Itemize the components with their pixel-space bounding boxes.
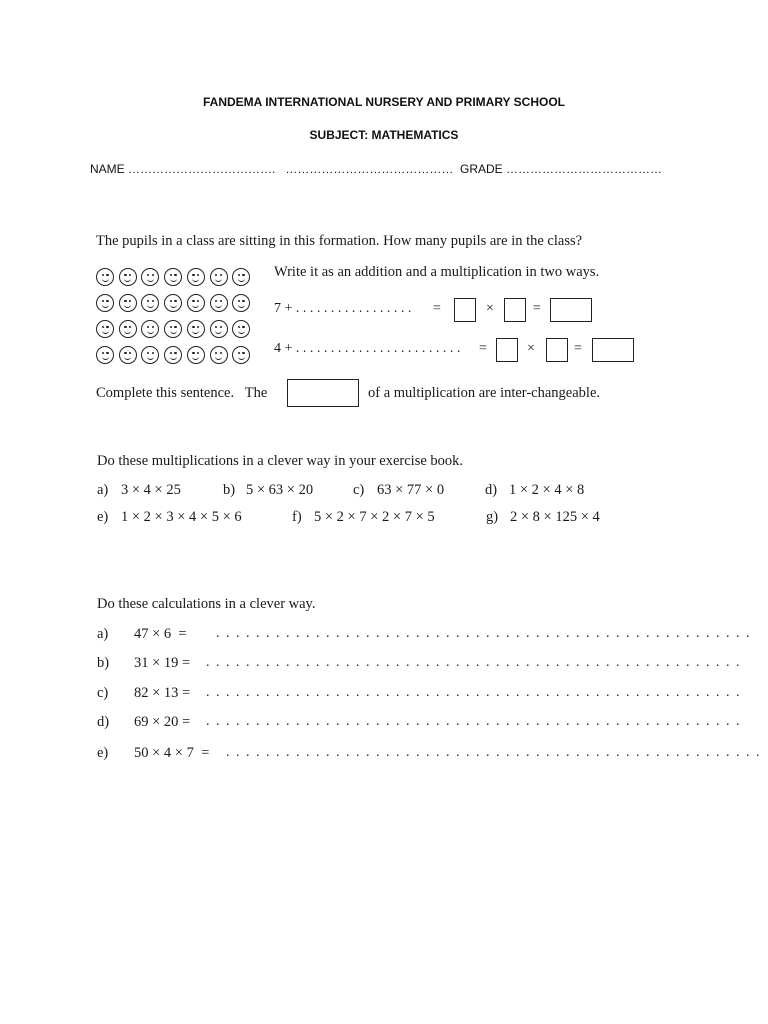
sentence-end: of a multiplication are inter-changeable.	[368, 385, 601, 401]
smiley-face-icon	[187, 294, 205, 312]
smiley-face-icon	[141, 268, 159, 286]
smiley-face-icon	[96, 320, 114, 338]
school-name: FANDEMA INTERNATIONAL NURSERY AND PRIMARY SCHOOL	[202, 95, 565, 109]
instruction-text: Write it as an addition and a multiplication in two ways.	[274, 264, 600, 280]
smiley-face-icon	[210, 268, 228, 286]
smiley-face-icon	[141, 346, 159, 364]
name-grade-line: NAME ………………………………. …………………………………… GRADE …………………………………	[90, 162, 663, 176]
smiley-face-icon	[232, 294, 250, 312]
smiley-face-icon	[119, 294, 137, 312]
calc-item-label: e)	[97, 745, 109, 761]
mult-item-expr: 5 × 63 × 20	[246, 482, 314, 498]
smiley-face-icon	[119, 346, 137, 364]
equals-sign: =	[574, 341, 582, 356]
equals-sign: =	[533, 301, 541, 316]
mult-item-label: f)	[292, 509, 302, 525]
question-formation: The pupils in a class are sitting in this formation. How many pupils are in the class?	[96, 233, 583, 249]
equals-sign: =	[433, 301, 441, 316]
smiley-face-icon	[164, 268, 182, 286]
smiley-face-icon	[164, 294, 182, 312]
smiley-face-icon	[119, 320, 137, 338]
times-sign: ×	[527, 341, 535, 356]
smiley-face-icon	[141, 294, 159, 312]
answer-dots: . . . . . . . . . . . . . . . . . . . . . . . . . . . . . . . . . . . . . . . . . . . . . . . . . . . . . .	[206, 655, 741, 670]
calc-item-expr: 50 × 4 × 7 =	[134, 745, 210, 761]
calc-item-label: a)	[97, 626, 109, 642]
answer-box[interactable]	[504, 298, 526, 322]
smiley-face-icon	[141, 320, 159, 338]
smiley-face-icon	[210, 320, 228, 338]
mult-item-label: a)	[97, 482, 109, 498]
mult-item-label: c)	[353, 482, 365, 498]
mult-item-expr: 2 × 8 × 125 × 4	[510, 509, 600, 525]
addition-line-1: 7 + . . . . . . . . . . . . . . . . .	[274, 301, 412, 316]
smiley-face-icon	[187, 320, 205, 338]
calc-item-expr: 31 × 19 =	[134, 655, 191, 671]
answer-box[interactable]	[496, 338, 518, 362]
times-sign: ×	[486, 301, 494, 316]
answer-dots: . . . . . . . . . . . . . . . . . . . . . . . . . . . . . . . . . . . . . . . . . . . . . . . . . . . . . .	[206, 685, 741, 700]
mult-item-expr: 3 × 4 × 25	[121, 482, 181, 498]
smiley-face-icon	[232, 346, 250, 364]
smiley-face-icon	[187, 346, 205, 364]
smiley-face-icon	[164, 320, 182, 338]
smiley-face-icon	[232, 268, 250, 286]
calculations-title: Do these calculations in a clever way.	[97, 596, 316, 612]
smiley-face-icon	[232, 320, 250, 338]
multiplications-title: Do these multiplications in a clever way in your exercise book.	[97, 453, 464, 469]
smiley-face-icon	[210, 294, 228, 312]
answer-dots: . . . . . . . . . . . . . . . . . . . . . . . . . . . . . . . . . . . . . . . . . . . . . . . . . . . . . .	[226, 745, 761, 760]
mult-item-label: g)	[486, 509, 499, 525]
answer-box[interactable]	[592, 338, 634, 362]
mult-item-expr: 5 × 2 × 7 × 2 × 7 × 5	[314, 509, 435, 525]
smiley-face-icon	[96, 346, 114, 364]
sentence-start: Complete this sentence. The	[96, 385, 268, 401]
sentence-answer-box[interactable]	[287, 379, 359, 407]
mult-item-expr: 1 × 2 × 3 × 4 × 5 × 6	[121, 509, 242, 525]
calc-item-expr: 82 × 13 =	[134, 685, 191, 701]
smiley-face-icon	[96, 268, 114, 286]
calc-item-expr: 69 × 20 =	[134, 714, 191, 730]
addition-line-2: 4 + . . . . . . . . . . . . . . . . . . . . . . . .	[274, 341, 461, 356]
smiley-face-icon	[164, 346, 182, 364]
answer-box[interactable]	[546, 338, 568, 362]
calc-item-expr: 47 × 6 =	[134, 626, 187, 642]
smiley-face-icon	[210, 346, 228, 364]
calc-item-label: d)	[97, 714, 110, 730]
mult-item-label: e)	[97, 509, 109, 525]
mult-item-expr: 1 × 2 × 4 × 8	[509, 482, 585, 498]
calc-item-label: c)	[97, 685, 109, 701]
equals-sign: =	[479, 341, 487, 356]
calc-item-label: b)	[97, 655, 110, 671]
answer-dots: . . . . . . . . . . . . . . . . . . . . . . . . . . . . . . . . . . . . . . . . . . . . . . . . . . . . . .	[216, 626, 751, 641]
answer-box[interactable]	[454, 298, 476, 322]
answer-box[interactable]	[550, 298, 592, 322]
mult-item-label: b)	[223, 482, 236, 498]
smiley-face-icon	[96, 294, 114, 312]
smiley-face-icon	[187, 268, 205, 286]
subject-line: SUBJECT: MATHEMATICS	[309, 128, 459, 142]
answer-dots: . . . . . . . . . . . . . . . . . . . . . . . . . . . . . . . . . . . . . . . . . . . . . . . . . . . . . .	[206, 714, 741, 729]
mult-item-expr: 63 × 77 × 0	[377, 482, 445, 498]
mult-item-label: d)	[485, 482, 498, 498]
smiley-face-icon	[119, 268, 137, 286]
